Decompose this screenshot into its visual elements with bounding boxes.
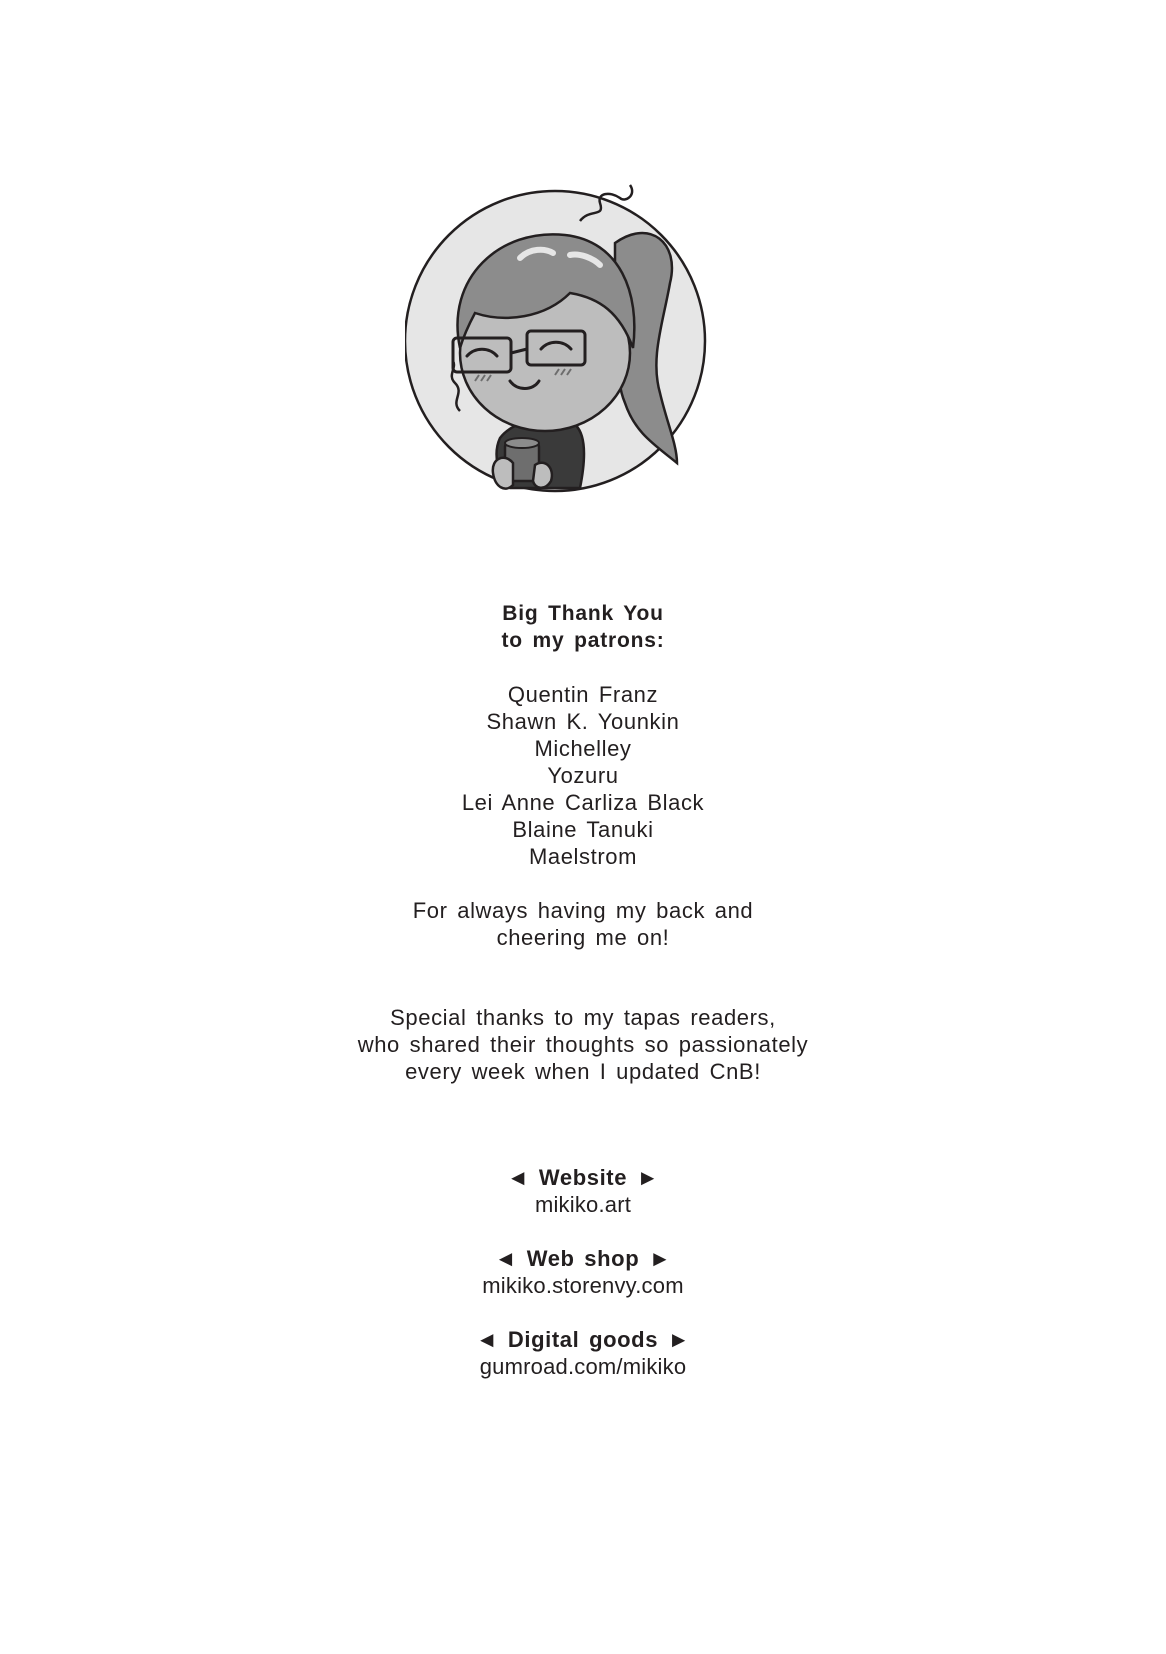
patron-list [0,681,1166,870]
thanks-heading-line1: Big Thank You [502,602,664,625]
website-url[interactable]: mikiko.art [534,1192,632,1217]
patron-name: Maelstrom [528,844,638,869]
patron-name: Yozuru [547,763,619,788]
links-section [0,1164,1166,1380]
thanks-heading-line2: to my patrons: [501,629,665,652]
acknowledgements-section [0,600,1166,1380]
support-message-line1: For always having my back and [412,898,754,923]
patron-name: Quentin Franz [507,682,659,707]
artist-avatar-illustration [405,183,735,523]
web-shop-label: ◄ Web shop ► [494,1246,672,1271]
digital-goods-url[interactable]: gumroad.com/mikiko [479,1354,687,1379]
patron-name: Lei Anne Carliza Black [461,790,705,815]
patron-name: Michelley [534,736,632,761]
website-label: ◄ Website ► [506,1165,660,1190]
special-thanks-line1: Special thanks to my tapas readers, [390,1005,776,1030]
special-thanks-line2: who shared their thoughts so passionately [357,1032,809,1057]
patron-name: Blaine Tanuki [512,817,654,842]
support-message-line2: cheering me on! [496,925,670,950]
patron-name: Shawn K. Younkin [486,709,680,734]
digital-goods-label: ◄ Digital goods ► [475,1327,691,1352]
web-shop-url[interactable]: mikiko.storenvy.com [482,1273,684,1298]
special-thanks-line3: every week when I updated CnB! [405,1059,761,1084]
